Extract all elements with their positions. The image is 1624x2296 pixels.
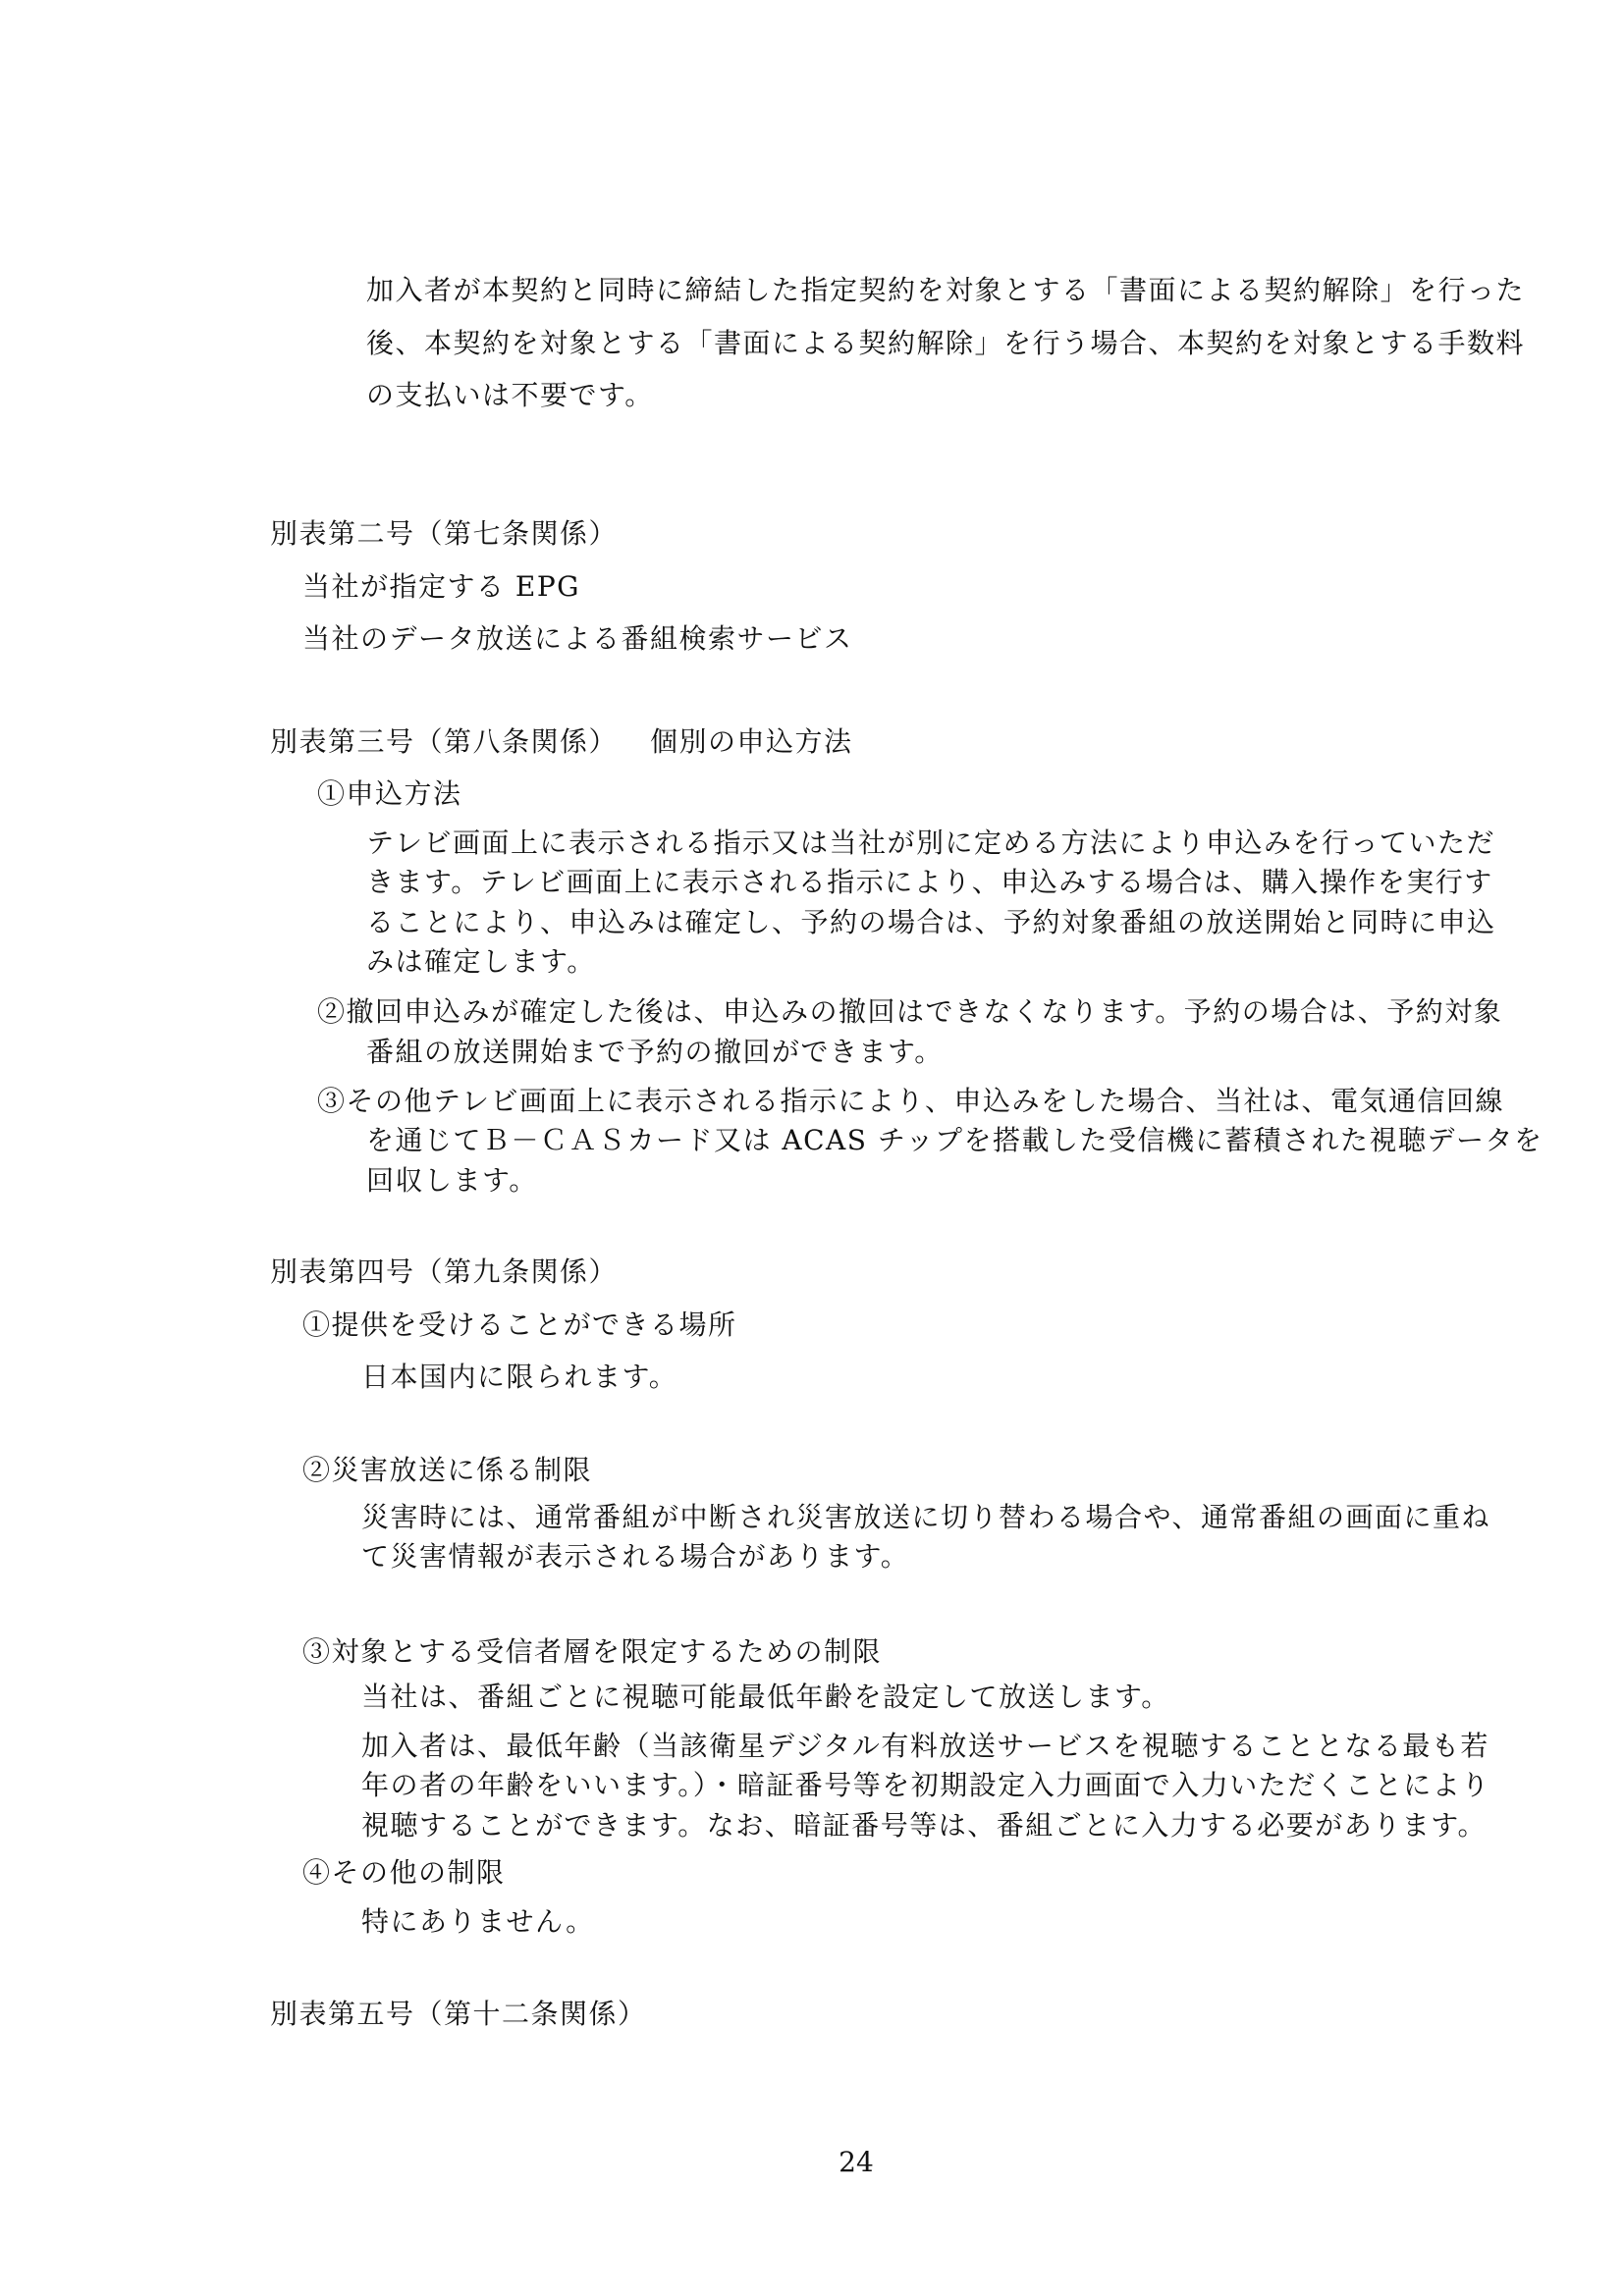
- appendix3-item1-label: ①申込方法: [317, 777, 462, 810]
- appendix4-heading: 別表第四号（第九条関係）: [270, 1255, 619, 1288]
- appendix3-item1-line: ることにより、申込みは確定し、予約の場合は、予約対象番組の放送開始と同時に申込: [366, 906, 1496, 938]
- intro-line: 加入者が本契約と同時に締結した指定契約を対象とする「書面による契約解除」を行った: [366, 274, 1526, 306]
- page-number: 24: [839, 2146, 874, 2178]
- appendix4-item2-line: 災害時には、通常番組が中断され災害放送に切り替わる場合や、通常番組の画面に重ね: [361, 1501, 1490, 1533]
- appendix2-item: 当社のデータ放送による番組検索サービス: [302, 622, 853, 655]
- appendix5-heading: 別表第五号（第十二条関係）: [270, 1998, 647, 2030]
- appendix4-item4-line: 特にありません。: [361, 1905, 595, 1938]
- appendix4-item3-line: 当社は、番組ごとに視聴可能最低年齢を設定して放送します。: [361, 1681, 1170, 1713]
- appendix3-item3-line: ③その他テレビ画面上に表示される指示により、申込みをした場合、当社は、電気通信回線: [317, 1085, 1504, 1117]
- appendix3-item1-line: きます。テレビ画面上に表示される指示により、申込みする場合は、購入操作を実行す: [366, 866, 1493, 898]
- appendix3-item2-line: ②撤回申込みが確定した後は、申込みの撤回はできなくなります。予約の場合は、予約対象: [317, 995, 1503, 1028]
- appendix4-item1-label: ①提供を受けることができる場所: [302, 1308, 737, 1341]
- appendix3-item1-line: テレビ画面上に表示される指示又は当社が別に定める方法により申込みを行っていただ: [366, 827, 1495, 859]
- appendix4-item3-line: 視聴することができます。なお、暗証番号等は、番組ごとに入力する必要があります。: [361, 1809, 1488, 1842]
- appendix4-item2-line: て災害情報が表示される場合があります。: [361, 1540, 910, 1573]
- appendix4-item4-label: ④その他の制限: [302, 1856, 506, 1889]
- intro-line: の支払いは不要です。: [366, 379, 654, 411]
- intro-line: 後、本契約を対象とする「書面による契約解除」を行う場合、本契約を対象とする手数料: [366, 327, 1526, 359]
- appendix3-item1-line: みは確定します。: [366, 945, 596, 978]
- appendix3-item3-line: を通じてＢ－ＣＡＳカード又は ACAS チップを搭載した受信機に蓄積された視聴データを: [366, 1124, 1543, 1156]
- appendix3-item2-line: 番組の放送開始まで予約の撤回ができます。: [366, 1036, 944, 1068]
- appendix4-item2-label: ②災害放送に係る制限: [302, 1454, 593, 1486]
- appendix3-heading: 別表第三号（第八条関係）: [270, 725, 619, 758]
- appendix4-item3-line: 加入者は、最低年齢（当該衛星デジタル有料放送サービスを視聴することとなる最も若: [361, 1730, 1489, 1762]
- appendix2-item: 当社が指定する EPG: [302, 570, 581, 603]
- appendix4-item3-line: 年の者の年齢をいいます。）・暗証番号等を初期設定入力画面で入力いただくことにより: [361, 1769, 1490, 1801]
- appendix4-item3-label: ③対象とする受信者層を限定するための制限: [302, 1635, 883, 1668]
- appendix4-item1-line: 日本国内に限られます。: [361, 1361, 678, 1393]
- appendix2-heading: 別表第二号（第七条関係）: [270, 517, 619, 550]
- appendix3-item3-line: 回収します。: [366, 1164, 538, 1197]
- appendix3-subtitle: 個別の申込方法: [650, 725, 853, 758]
